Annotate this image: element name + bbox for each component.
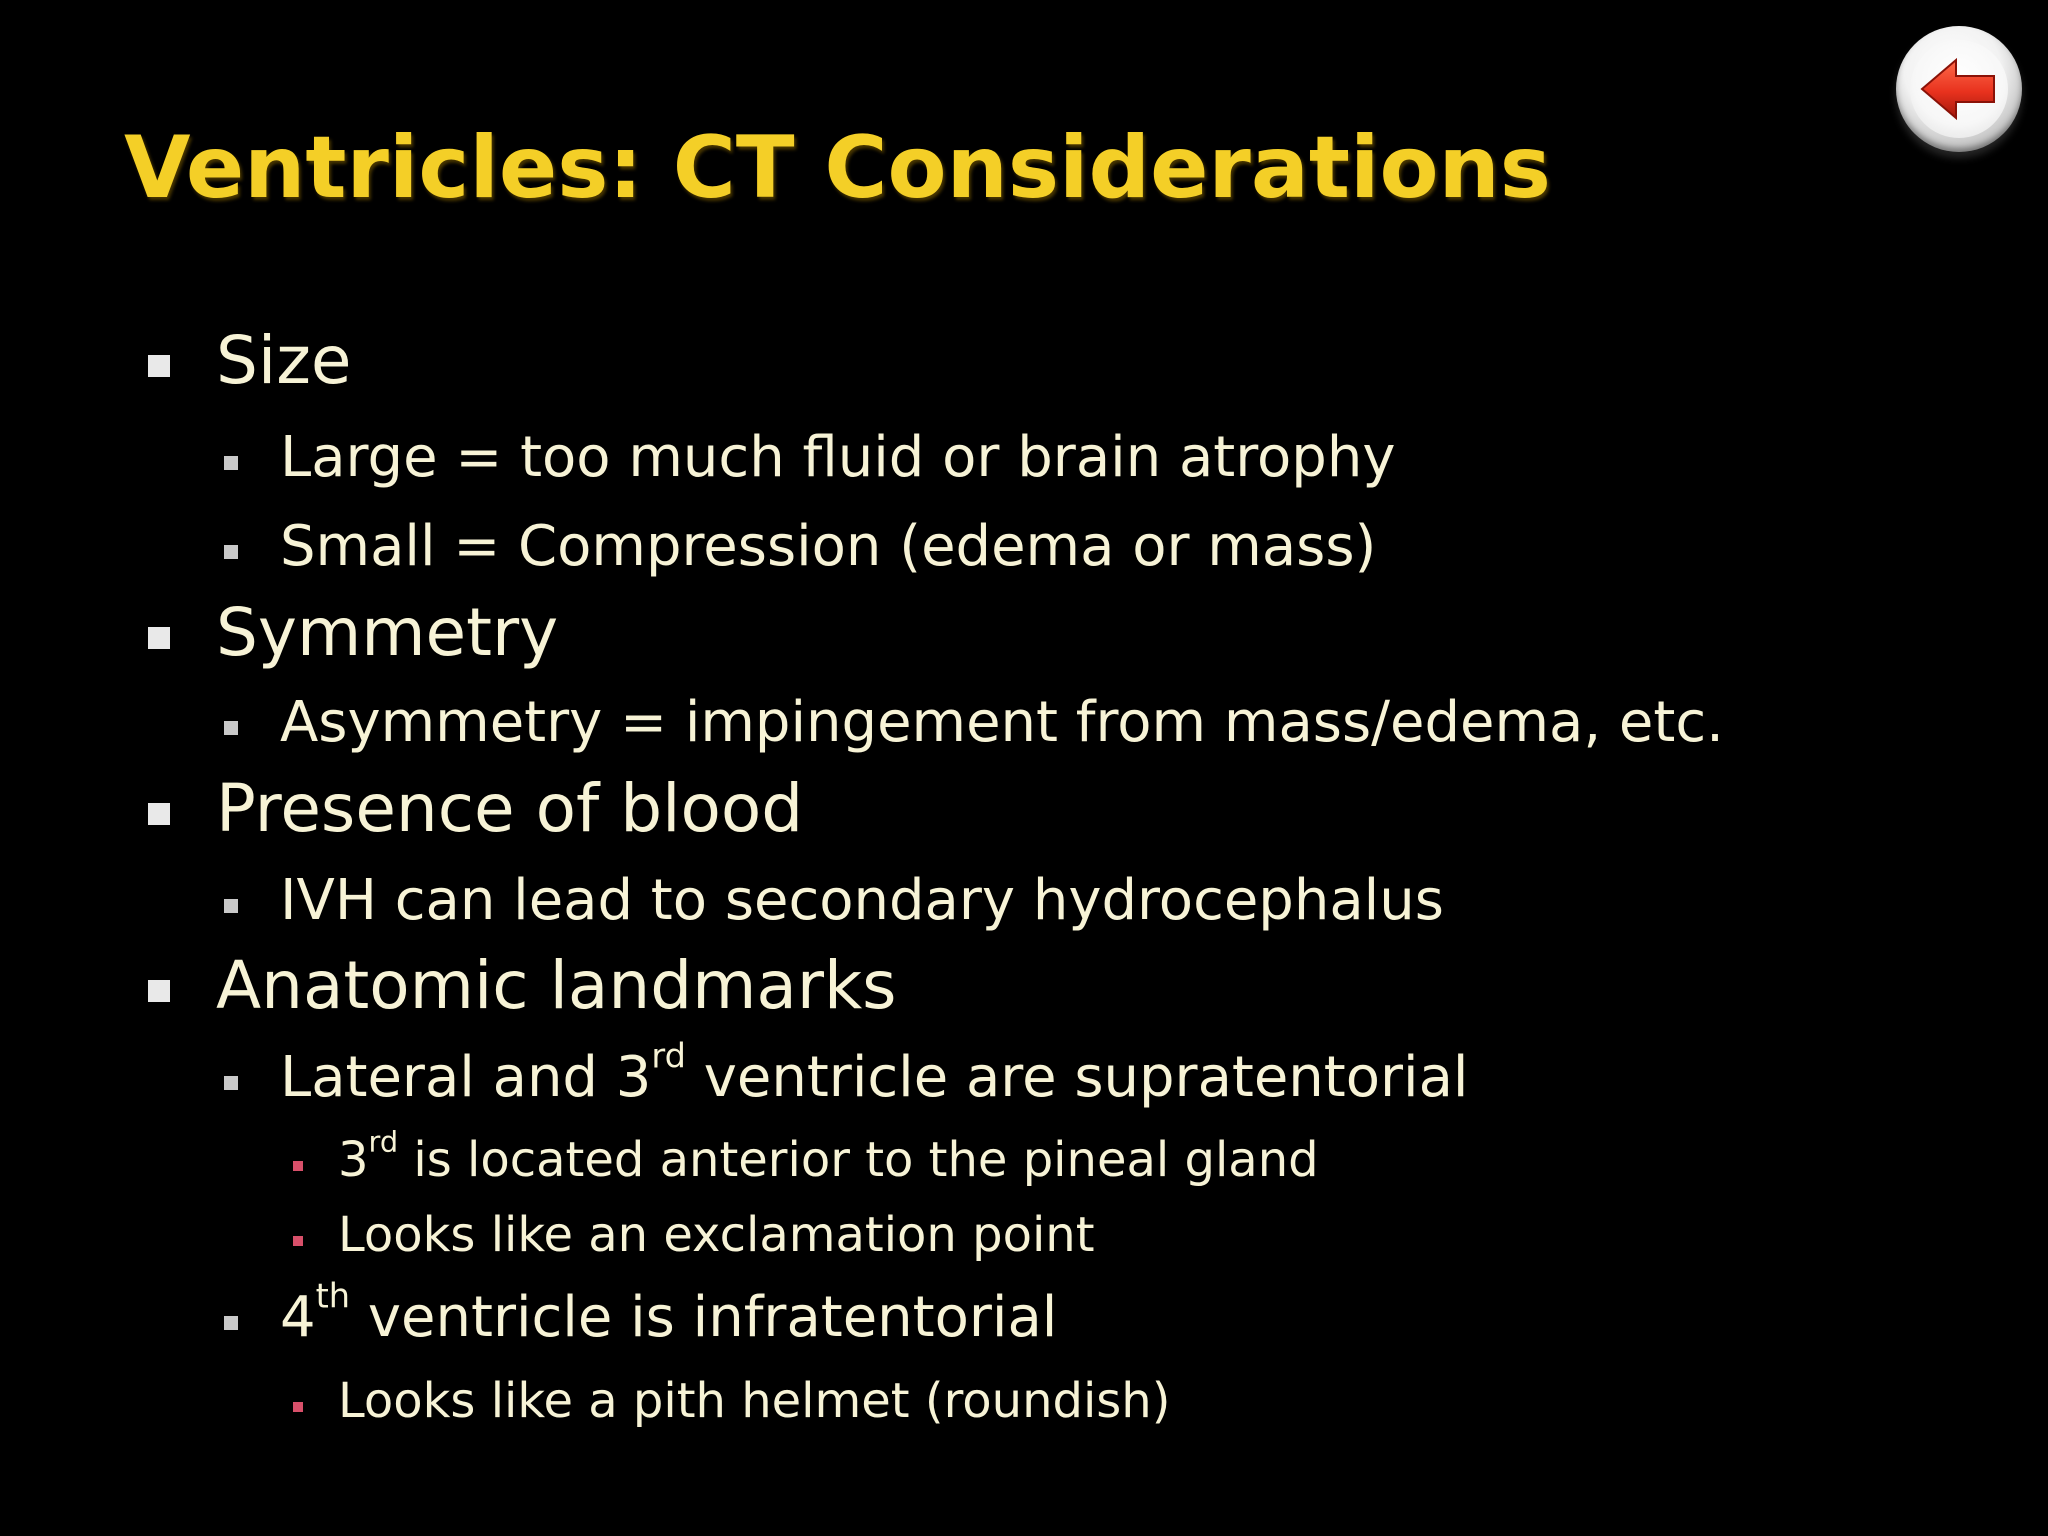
bullet-marker-level-3 [293,1236,303,1246]
bullet-item-level-2 [280,868,1444,933]
bullet-text: Anatomic landmarks [216,947,897,1024]
bullet-marker-level-2 [224,899,238,913]
bullet-item-level-2 [280,425,1396,490]
bullet-text-pre: Lateral and 3 [280,1045,652,1110]
bullet-item-level-2 [280,1036,1469,1110]
bullet-text: IVH can lead to secondary hydrocephalus [280,868,1444,933]
slide-title: Ventricles: CT Considerations [124,118,1551,218]
bullet-text-pre: 3 [338,1132,369,1188]
bullet-item-level-3 [338,1124,1319,1188]
ordinal-suffix: rd [651,1036,686,1076]
bullet-marker-level-3 [293,1161,303,1171]
bullet-item-level-1 [216,322,351,399]
bullet-text-pre: 4 [280,1285,316,1350]
bullet-marker-level-1 [148,355,170,377]
bullet-text: Symmetry [216,594,559,671]
bullet-item-level-3 [338,1373,1170,1429]
bullet-marker-level-1 [148,803,170,825]
bullet-text: Asymmetry = impingement from mass/edema, etc. [280,690,1724,755]
bullet-marker-level-2 [224,456,238,470]
bullet-marker-level-2 [224,545,238,559]
bullet-item-level-1 [216,594,558,671]
bullet-text-post: is located anterior to the pineal gland [398,1132,1319,1188]
bullet-text: Small = Compression (edema or mass) [280,514,1377,579]
bullet-marker-level-1 [148,627,170,649]
bullet-text: Presence of blood [216,770,804,847]
bullet-text: Looks like an exclamation point [338,1207,1095,1263]
bullet-text: Looks like a pith helmet (roundish) [338,1373,1171,1429]
bullet-text-post: ventricle is infratentorial [350,1285,1058,1350]
bullet-text: Large = too much fluid or brain atrophy [280,425,1396,490]
bullet-marker-level-2 [224,1076,238,1090]
ordinal-suffix: th [315,1276,351,1316]
bullet-marker-level-1 [148,980,170,1002]
bullet-marker-level-2 [224,721,238,735]
bullet-text: Size [216,322,352,399]
bullet-item-level-2 [280,690,1724,755]
bullet-item-level-2 [280,514,1376,579]
bullet-item-level-1 [216,770,803,847]
bullet-text-post: ventricle are supratentorial [685,1045,1469,1110]
bullet-item-level-2 [280,1276,1058,1350]
ordinal-suffix: rd [368,1124,399,1159]
bullet-item-level-3 [338,1207,1095,1263]
bullet-item-level-1 [216,947,897,1024]
bullet-marker-level-3 [293,1402,303,1412]
bullet-marker-level-2 [224,1316,238,1330]
